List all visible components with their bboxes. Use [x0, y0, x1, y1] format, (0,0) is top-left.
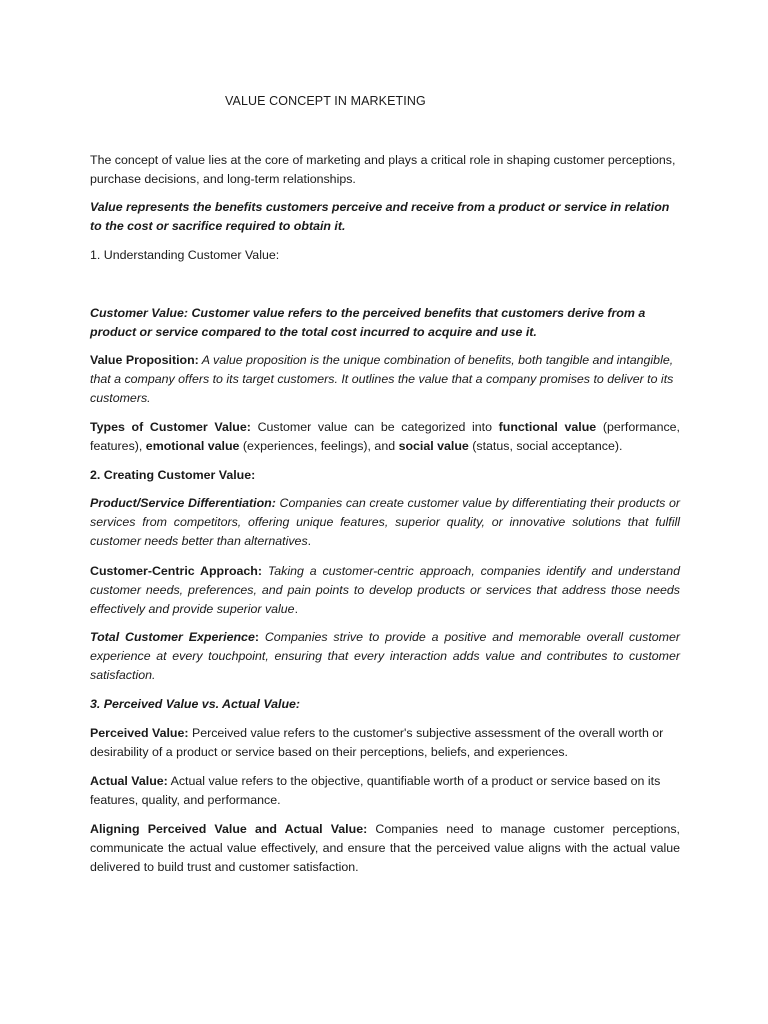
perceived-value-text: Perceived value refers to the customer's subjective assessment of the overall worth or desirability of a product or service based on their perceptions, beliefs, and experiences.: [90, 726, 664, 759]
perceived-value-term: Perceived Value:: [90, 726, 189, 740]
types-term: Types of Customer Value:: [90, 420, 251, 434]
customer-centric-paragraph: [90, 562, 680, 618]
types-text-d: (status, social acceptance).: [468, 438, 623, 453]
social-value-term: social value: [398, 438, 469, 453]
perceived-value-paragraph: [90, 724, 680, 762]
actual-value-term: Actual Value:: [90, 774, 168, 788]
aligning-value-paragraph: [90, 820, 680, 876]
value-proposition-term: Value Proposition:: [90, 353, 199, 367]
value-proposition-paragraph: [90, 351, 680, 407]
types-of-value-paragraph: [90, 418, 680, 456]
document-title: VALUE CONCEPT IN MARKETING: [225, 94, 426, 108]
customer-centric-text: Taking a customer-centric approach, companies identify and understand customer needs, preferences, and pain points to develop products or services that address those needs effectively and provide superior value: [90, 564, 680, 616]
actual-value-text: Actual value refers to the objective, quantifiable worth of a product or service based on its features, quality, and performance.: [90, 774, 661, 807]
total-experience-text: Companies strive to provide a positive and memorable overall customer experience at every touchpoint, ensuring that every interaction adds value and contributes to customer satisfaction.: [90, 630, 680, 682]
total-experience-term: Total Customer Experience: [90, 630, 255, 644]
section-1-heading: 1. Understanding Customer Value:: [90, 248, 280, 262]
customer-centric-end: .: [294, 601, 299, 616]
definition-paragraph: [90, 198, 680, 236]
differentiation-end: .: [307, 533, 312, 548]
types-text-c: (experiences, feelings), and: [239, 438, 399, 453]
section-3-heading: 3. Perceived Value vs. Actual Value:: [90, 697, 301, 711]
total-experience-paragraph: [90, 628, 680, 684]
definition-text: Value represents the benefits customers perceive and receive from a product or service in relation to the cost or sacrifice required to obtain it.: [90, 200, 670, 233]
differentiation-paragraph: [90, 494, 680, 550]
actual-value-paragraph: [90, 772, 680, 810]
customer-centric-term: Customer-Centric Approach:: [90, 564, 262, 578]
types-text-a: Customer value can be categorized into: [250, 420, 499, 434]
types-text-b: (performance, features),: [90, 420, 680, 453]
customer-value-paragraph: Customer Value: Customer value refers to the perceived benefits that customers derive from a product or service compared to the total cost incurred to acquire and use it.: [90, 306, 646, 339]
intro-paragraph: The concept of value lies at the core of marketing and plays a critical role in shaping customer perceptions, purchase decisions, and long-term relationships.: [90, 153, 676, 186]
value-proposition-text: A value proposition is the unique combination of benefits, both tangible and intangible, that a company offers to its target customers. It outlines the value that a company promises to deliver to its customers.: [90, 353, 674, 405]
section-2-heading: 2. Creating Customer Value:: [90, 468, 256, 482]
aligning-value-term: Aligning Perceived Value and Actual Value:: [90, 822, 368, 836]
emotional-value-term: emotional value: [145, 438, 240, 453]
total-experience-colon: :: [254, 630, 259, 644]
functional-value-term: functional value: [498, 420, 597, 434]
differentiation-text: Companies can create customer value by differentiating their products or services from competitors, offering unique features, superior quality, or innovative solutions that fulfill customer needs better than alternatives: [90, 496, 681, 548]
differentiation-term: Product/Service Differentiation:: [90, 496, 276, 510]
aligning-value-text: Companies need to manage customer perceptions, communicate the actual value effectively, and ensure that the perceived value aligns with the actual value delivered to build trust and customer satisfaction.: [90, 822, 680, 874]
